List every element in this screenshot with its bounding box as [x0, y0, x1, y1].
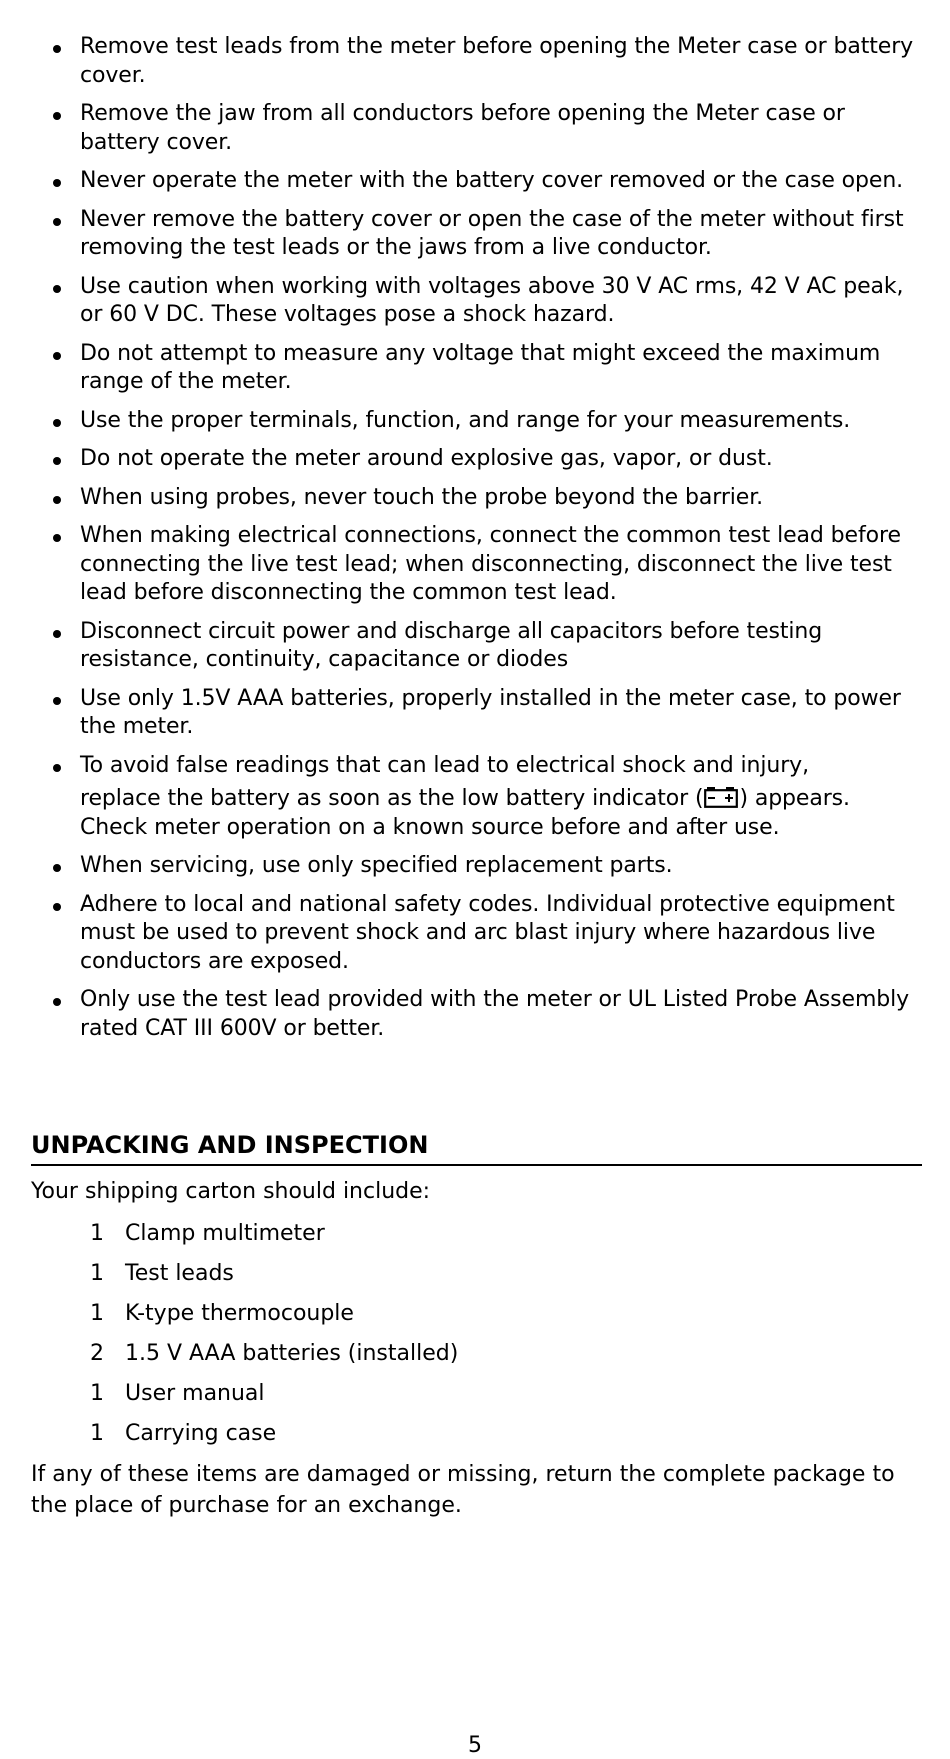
list-item — [50, 685, 920, 742]
safety-item-text: Use only 1.5V AAA batteries, properly installed in the meter case, to power the meter. — [80, 685, 901, 739]
contents-intro: Your shipping carton should include: — [31, 1179, 431, 1204]
bullet-dot — [53, 218, 61, 226]
bullet-dot — [53, 764, 61, 772]
list-item — [50, 891, 920, 977]
list-item — [50, 618, 920, 675]
bullet-dot — [53, 903, 61, 911]
list-item — [50, 273, 920, 330]
bullet-dot — [53, 352, 61, 360]
bullet-dot — [53, 864, 61, 872]
item-quantity: 1 — [90, 1421, 104, 1446]
item-quantity: 1 — [90, 1381, 104, 1406]
list-item — [50, 33, 920, 90]
item-name: Carrying case — [125, 1421, 277, 1446]
list-item — [50, 167, 920, 196]
bullet-dot — [53, 998, 61, 1006]
item-quantity: 1 — [90, 1301, 104, 1326]
list-item — [90, 1340, 458, 1380]
safety-item-text: Disconnect circuit power and discharge all capacitors before testing resistance, continuity, capacitance or diodes — [80, 618, 823, 672]
item-quantity: 1 — [90, 1261, 104, 1286]
safety-item-text: Use the proper terminals, function, and range for your measurements. — [80, 407, 851, 433]
safety-item-text: Use caution when working with voltages above 30 V AC rms, 42 V AC peak, or 60 V DC. These voltages pose a shock hazard. — [80, 273, 904, 327]
bullet-dot — [53, 179, 61, 187]
safety-list — [50, 33, 920, 1053]
bullet-dot — [53, 457, 61, 465]
section-heading: UNPACKING AND INSPECTION — [31, 1130, 922, 1166]
safety-item-text: Only use the test lead provided with the meter or UL Listed Probe Assembly rated CAT III 600V or better. — [80, 987, 910, 1041]
safety-item-text: Remove the jaw from all conductors before opening the Meter case or battery cover. — [80, 101, 845, 155]
page-number: 5 — [468, 1733, 482, 1758]
safety-item-text: Adhere to local and national safety codes. Individual protective equipment must be used to prevent shock and arc blast injury where hazardous live conductors are exposed. — [80, 891, 895, 974]
bullet-dot — [53, 285, 61, 293]
item-quantity: 2 — [90, 1341, 104, 1366]
bullet-dot — [53, 45, 61, 53]
bullet-dot — [53, 496, 61, 504]
safety-item-text: Remove test leads from the meter before opening the Meter case or battery cover. — [80, 34, 914, 88]
package-contents-list — [90, 1220, 458, 1460]
safety-item-text: When using probes, never touch the probe beyond the barrier. — [80, 484, 764, 510]
item-name: K-type thermocouple — [125, 1301, 354, 1326]
list-item — [50, 407, 920, 436]
safety-item-text: Never remove the battery cover or open the case of the meter without first removing the test leads or the jaws from a live conductor. — [80, 206, 904, 260]
list-item — [50, 852, 920, 881]
damage-instructions: If any of these items are damaged or missing, return the complete package to the place of purchase for an exchange. — [31, 1462, 895, 1518]
low-battery-line-1: To avoid false readings that can lead to electrical shock and injury, — [80, 752, 809, 778]
list-item — [50, 445, 920, 474]
bullet-dot — [53, 419, 61, 427]
low-battery-after-icon: ) appears. — [739, 786, 850, 811]
bullet-dot — [53, 112, 61, 120]
list-item — [50, 484, 920, 513]
safety-item-text: Do not operate the meter around explosive gas, vapor, or dust. — [80, 446, 773, 471]
list-item — [50, 340, 920, 397]
bullet-dot — [53, 697, 61, 705]
list-item — [90, 1220, 458, 1260]
low-battery-line-3: Check meter operation on a known source before and after use. — [80, 814, 780, 840]
item-quantity: 1 — [90, 1221, 104, 1246]
safety-item-text: Never operate the meter with the battery cover removed or the case open. — [80, 168, 904, 193]
list-item-low-battery — [50, 752, 920, 843]
bullet-dot — [53, 534, 61, 542]
item-name: Clamp multimeter — [125, 1221, 325, 1246]
list-item — [50, 986, 920, 1043]
safety-item-text: Do not attempt to measure any voltage that might exceed the maximum range of the meter. — [80, 340, 881, 394]
item-name: User manual — [125, 1381, 265, 1406]
item-name: Test leads — [125, 1261, 234, 1286]
safety-item-text: When servicing, use only specified replacement parts. — [80, 853, 673, 878]
item-name: 1.5 V AAA batteries (installed) — [125, 1341, 459, 1366]
list-item — [50, 206, 920, 263]
list-item — [50, 522, 920, 608]
list-item — [90, 1300, 458, 1340]
list-item — [90, 1420, 458, 1460]
low-battery-line-2 — [80, 785, 920, 814]
list-item — [50, 100, 920, 157]
bullet-dot — [53, 630, 61, 638]
list-item — [90, 1380, 458, 1420]
safety-item-text: When making electrical connections, connect the common test lead before connecting the live test lead; when disconnecting, disconnect the live test lead before disconnecting the common test lead. — [80, 523, 901, 605]
battery-icon — [704, 786, 738, 808]
low-battery-before-icon: replace the battery as soon as the low battery indicator ( — [80, 786, 704, 811]
list-item — [90, 1260, 458, 1300]
